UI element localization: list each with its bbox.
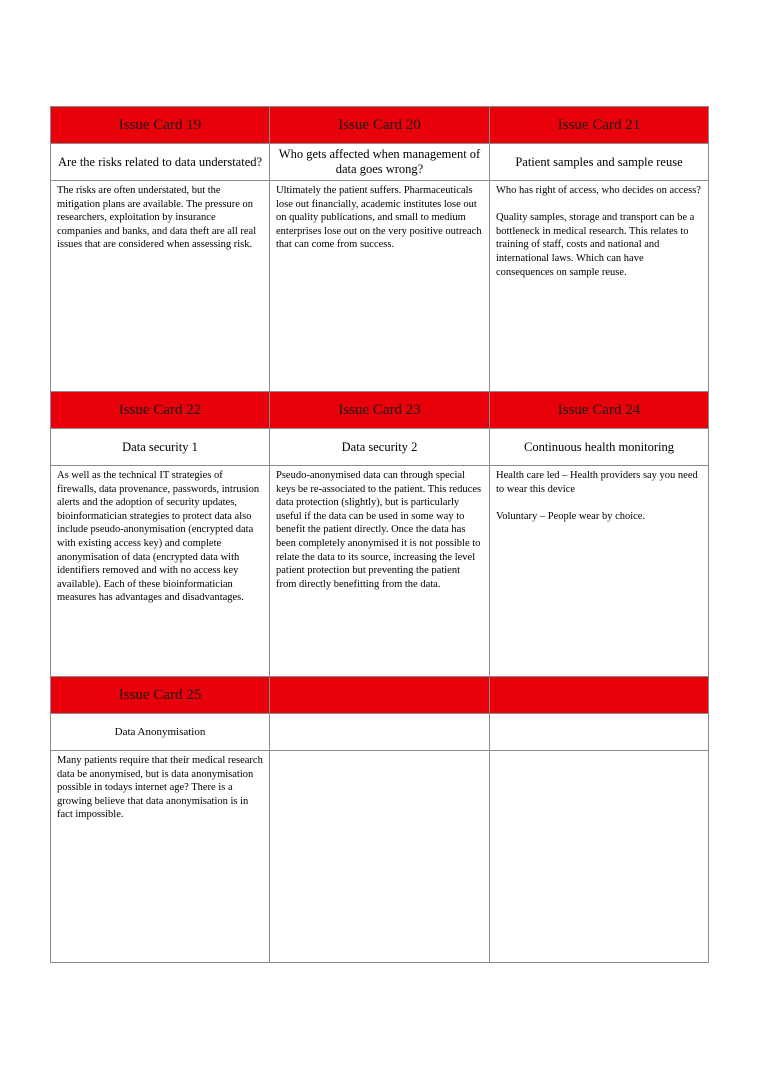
card-23-title: Data security 2 [270,429,490,466]
card-21-paragraph-2: Quality samples, storage and transport can be a bottleneck in medical research. This relates to training of staff, costs and national and international laws. Which can have consequences on sample reuse. [496,212,695,278]
card-20-body [270,181,490,392]
card-21-paragraph-1: Who has right of access, who decides on access? [496,185,701,196]
card-20-title: Who gets affected when management of data goes wrong? [270,144,490,181]
card-24-body [490,466,709,677]
empty-body-2 [270,751,490,963]
card-25-header: Issue Card 25 [51,677,270,714]
card-20-header: Issue Card 20 [270,107,490,144]
card-21-title: Patient samples and sample reuse [490,144,709,181]
empty-header-2 [270,677,490,714]
card-22-header: Issue Card 22 [51,392,270,429]
card-24-title: Continuous health monitoring [490,429,709,466]
card-23-paragraph: Pseudo-anonymised data can through special keys be re-associated to the patient. This reduces data protection (slightly), but is particularly useful if the data can be used in some way to benefit the patient directly. Once the data has been completely anonymised it is not possible to relate the data to its source, increasing the level patient protection but preventing the patient from directly benefitting from the data. [276,470,482,590]
card-20-paragraph: Ultimately the patient suffers. Pharmaceuticals lose out financially, academic institutes lose out on quality publications, and small to medium enterprises lose out on the very positive outreach that can come from success. [276,185,482,251]
card-24-header: Issue Card 24 [490,392,709,429]
card-25-title: Data Anonymisation [51,714,270,751]
card-24-paragraph-1: Health care led – Health providers say you need to wear this device [496,470,698,495]
card-22-title: Data security 1 [51,429,270,466]
card-21-header: Issue Card 21 [490,107,709,144]
card-22-paragraph: As well as the technical IT strategies of firewalls, data provenance, passwords, intrusion alerts and the adoption of security updates, bioinformatician strategies to protect data also include pseudo-anonymisation (encrypted data with existing access key) and complete anonymisation of data (encrypted data with identifiers removed and with no access key available). Each of these bioinformatician measures has advantages and disadvantages. [57,470,260,604]
card-24-paragraph-2: Voluntary – People wear by choice. [496,510,646,522]
card-19-title: Are the risks related to data understated? [51,144,270,181]
empty-title-3 [490,714,709,751]
card-23-body [270,466,490,677]
card-23-header: Issue Card 23 [270,392,490,429]
card-19-body [51,181,270,392]
card-25-paragraph: Many patients require that their medical research data be anonymised, but is data anonymisation possible in todays internet age? There is a growing believe that data anonymisation is in fact impossible. [57,755,263,821]
card-25-body [51,751,270,963]
empty-header-3 [490,677,709,714]
card-21-body [490,181,709,392]
issue-cards-table [50,106,709,963]
empty-title-2 [270,714,490,751]
card-19-header: Issue Card 19 [51,107,270,144]
empty-body-3 [490,751,709,963]
card-22-body [51,466,270,677]
card-19-paragraph: The risks are often understated, but the mitigation plans are available. The pressure on researchers, exploitation by insurance companies and banks, and data theft are all real issues that are considered when assessing risk. [57,185,257,251]
